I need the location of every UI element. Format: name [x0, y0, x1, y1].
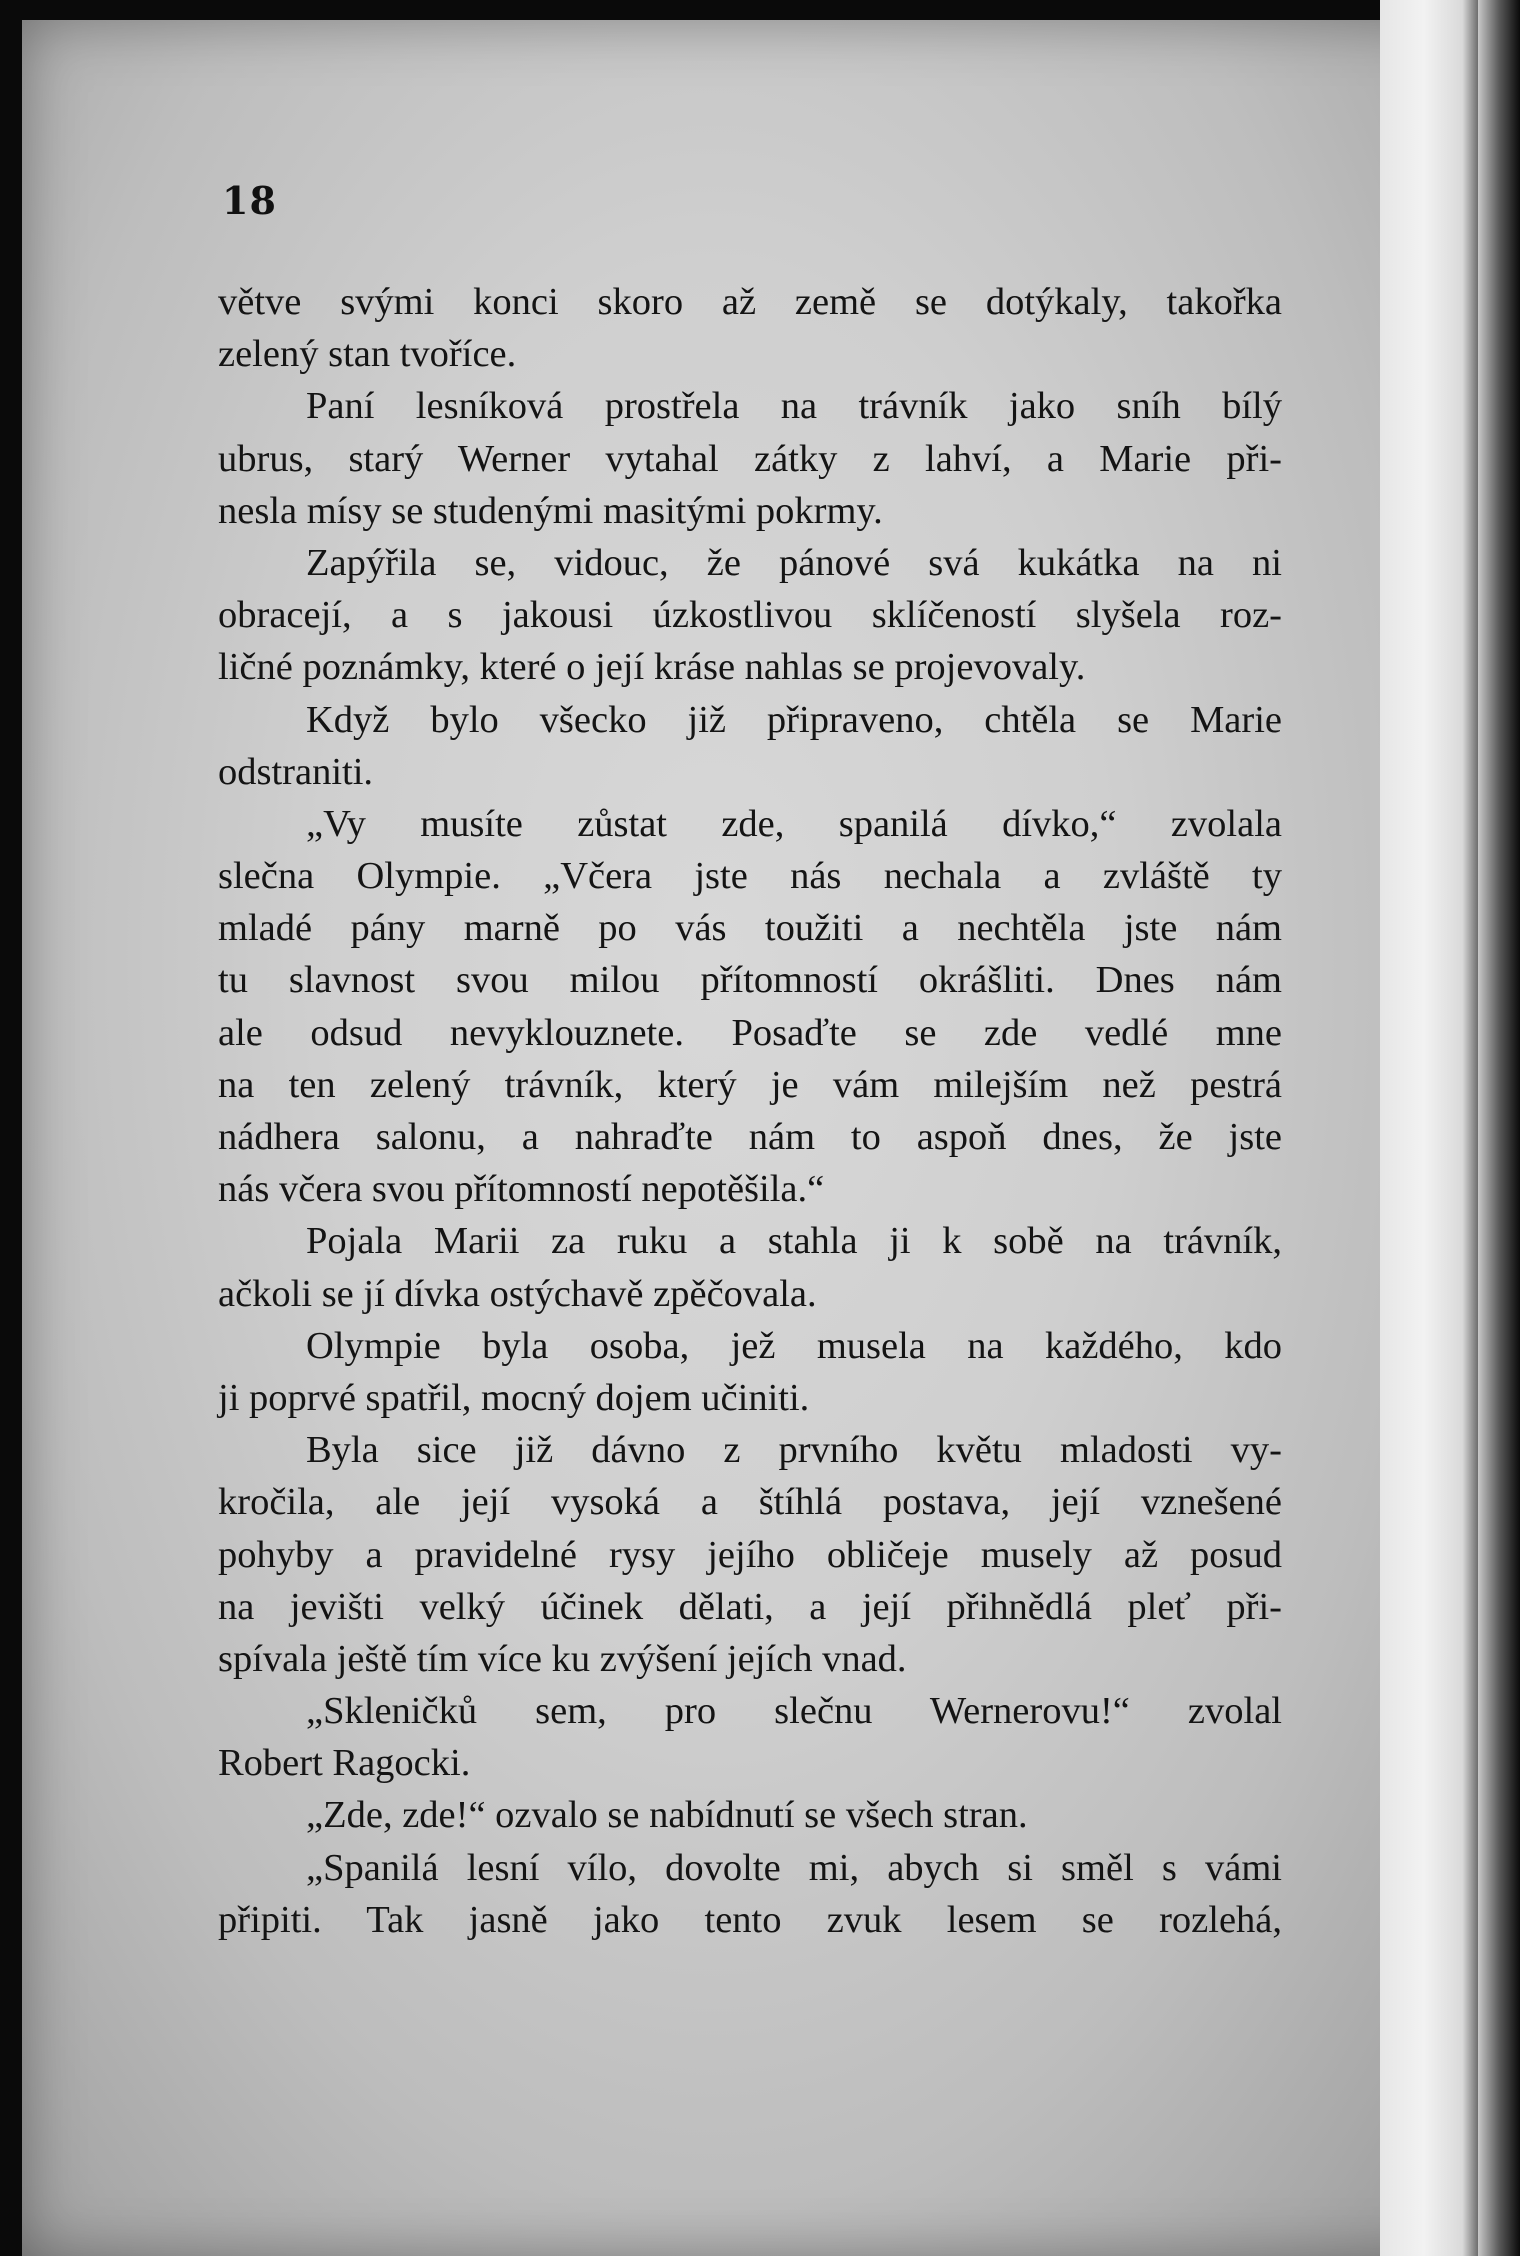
text-line: ale odsud nevyklouznete. Posaďte se zde vedlé mne [218, 1011, 1282, 1054]
text-line: „Zde, zde!“ ozvalo se nabídnutí se všech stran. [306, 1794, 1028, 1837]
text-line: Olympie byla osoba, jež musela na každého, kdo [306, 1324, 1282, 1367]
text-line: „Vy musíte zůstat zde, spanilá dívko,“ zvolala [306, 802, 1282, 845]
text-line: mladé pány marně po vás toužiti a nechtěla jste nám [218, 907, 1282, 950]
text-line: ačkoli se jí dívka ostýchavě zpěčovala. [218, 1272, 817, 1315]
text-line: nás včera svou přítomností nepotěšila.“ [218, 1168, 825, 1211]
text-line: zelený stan tvoříce. [218, 333, 517, 376]
text-line: pohyby a pravidelné rysy jejího obličeje musely až posud [218, 1533, 1282, 1576]
text-line: „Spanilá lesní vílo, dovolte mi, abych si směl s vámi [306, 1846, 1282, 1889]
text-line: Pojala Marii za ruku a stahla ji k sobě na trávník, [306, 1220, 1282, 1263]
text-line: na ten zelený trávník, který je vám milejším než pestrá [218, 1063, 1282, 1106]
text-line: tu slavnost svou milou přítomností okrášliti. Dnes nám [218, 959, 1282, 1002]
text-line: Když bylo všecko již připraveno, chtěla se Marie [306, 698, 1282, 741]
text-line: větve svými konci skoro až země se dotýkaly, takořka [218, 281, 1282, 323]
text-line: Robert Ragocki. [218, 1742, 471, 1785]
text-line: ličné poznámky, které o její kráse nahlas se projevovaly. [218, 646, 1086, 689]
text-line: ubrus, starý Werner vytahal zátky z lahví, a Marie při- [218, 437, 1282, 480]
text-line: kročila, ale její vysoká a štíhlá postava, její vznešené [218, 1481, 1282, 1524]
text-line: spívala ještě tím více ku zvýšení jejích vnad. [218, 1637, 907, 1680]
page-edge-highlight [1380, 0, 1490, 2256]
text-line: připiti. Tak jasně jako tento zvuk lesem se rozlehá, [218, 1898, 1282, 1941]
text-line: nádhera salonu, a nahraďte nám to aspoň dnes, že jste [218, 1116, 1282, 1158]
text-line: slečna Olympie. „Včera jste nás nechala a zvláště ty [218, 855, 1282, 898]
text-line: na jevišti velký účinek dělati, a její přihnědlá pleť při- [218, 1585, 1282, 1628]
text-line: „Skleničků sem, pro slečnu Wernerovu!“ zvolal [306, 1690, 1282, 1733]
binding-shadow [1478, 0, 1520, 2256]
text-line: odstraniti. [218, 750, 374, 793]
page-number: 18 [222, 178, 277, 223]
body-text [218, 276, 1282, 1946]
text-line: Byla sice již dávno z prvního květu mladosti vy- [306, 1429, 1282, 1472]
text-line: Zapýřila se, vidouc, že pánové svá kukátka na ni [306, 541, 1282, 584]
text-line: ji poprvé spatřil, mocný dojem učiniti. [218, 1376, 810, 1419]
text-line: Paní lesníková prostřela na trávník jako sníh bílý [306, 385, 1282, 428]
text-line: obracejí, a s jakousi úzkostlivou sklíčeností slyšela roz- [218, 594, 1282, 637]
text-line: nesla mísy se studenými masitými pokrmy. [218, 489, 883, 532]
